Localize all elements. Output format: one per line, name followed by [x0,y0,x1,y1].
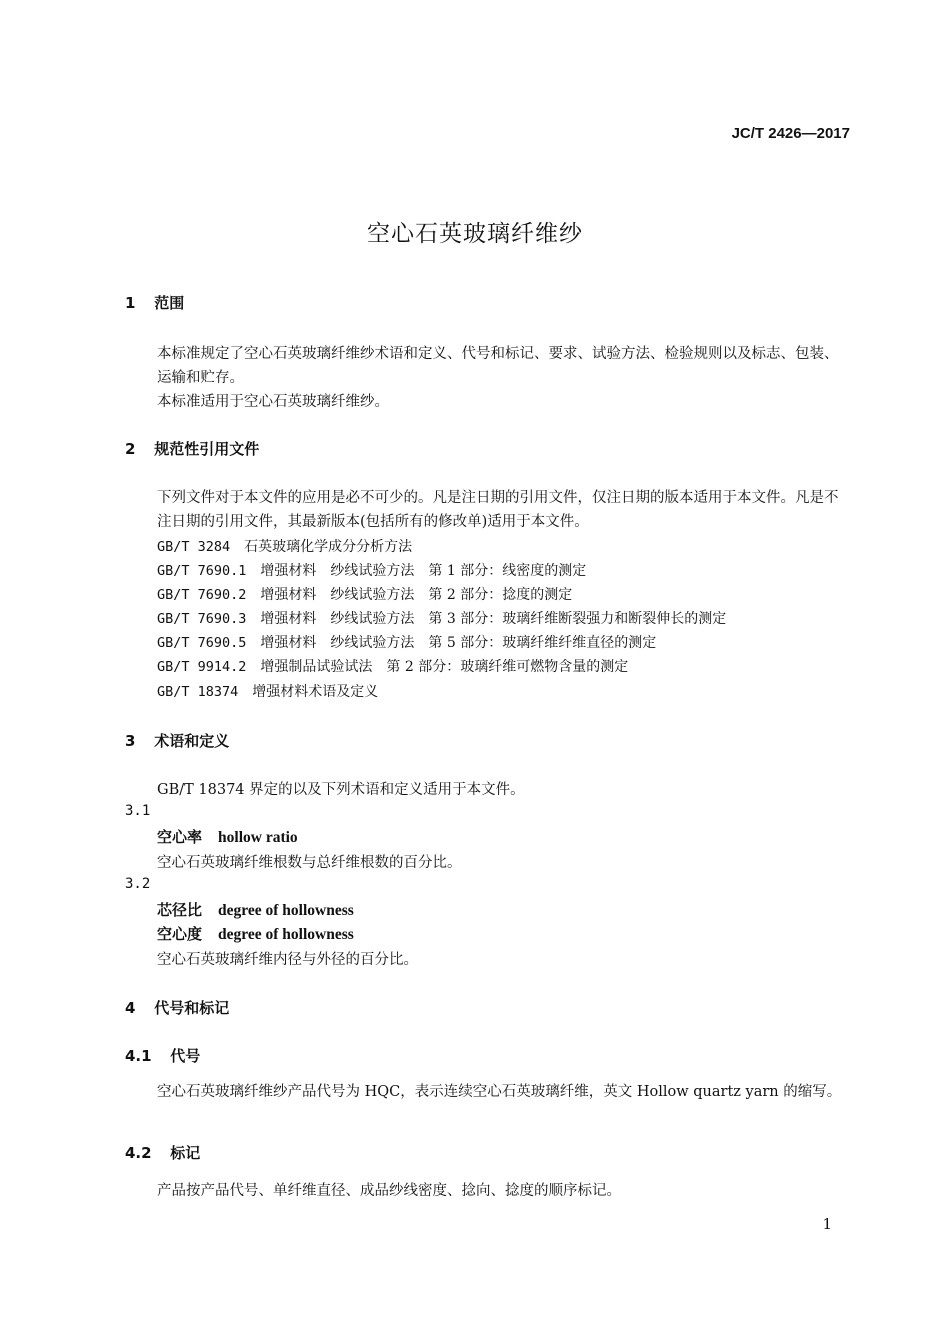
section-title: 术语和定义 [154,732,230,750]
term-english: degree of hollowness [218,926,354,943]
reference-item [157,536,412,556]
clause-4-1-heading [125,1045,200,1066]
reference-item [157,560,586,580]
section-title: 代号和标记 [154,999,230,1017]
term-english: degree of hollowness [218,902,354,919]
term-alternate [157,923,354,944]
terms-intro: GB/T 18374 界定的以及下列术语和定义适用于本文件。 [157,782,525,798]
clause-4-2-heading [125,1142,200,1163]
reference-code: GB/T 7690.3 [157,611,247,627]
reference-code: GB/T 18374 [157,684,239,700]
term-entry [157,899,354,920]
term-english: hollow ratio [218,829,298,846]
reference-code: GB/T 7690.1 [157,563,247,579]
section-number: 2 [125,440,136,458]
scope-paragraph-1 [112,342,850,390]
term-chinese: 空心率 [157,828,203,846]
reference-title: 增强材料术语及定义 [252,684,379,700]
section-number: 4 [125,999,136,1017]
section-4-heading [125,997,229,1018]
reference-title: 增强材料 纱线试验方法 第 5 部分：玻璃纤维纤维直径的测定 [260,635,657,651]
term-definition: 空心石英玻璃纤维根数与总纤维根数的百分比。 [157,855,462,871]
reference-title: 增强材料 纱线试验方法 第 2 部分：捻度的测定 [260,587,573,603]
reference-item [157,656,628,676]
reference-item [157,584,572,604]
section-3-heading [125,730,229,751]
reference-code: GB/T 9914.2 [157,659,247,675]
references-intro-text: 下列文件对于本文件的应用是必不可少的。凡是注日期的引用文件，仅注日期的版本适用于本文件。凡是不注日期的引用文件，其最新版本(包括所有的修改单)适用于本文件。 [157,490,839,530]
term-chinese: 芯径比 [157,901,203,919]
reference-item [157,608,726,628]
clause-number: 4.2 [125,1144,152,1162]
reference-title: 增强材料 纱线试验方法 第 3 部分：玻璃纤维断裂强力和断裂伸长的测定 [260,611,727,627]
clause-number: 3.2 [125,876,151,892]
term-definition: 空心石英玻璃纤维内径与外径的百分比。 [157,952,418,968]
code-paragraph [112,1080,850,1104]
term-chinese: 空心度 [157,925,203,943]
section-title: 规范性引用文件 [154,440,260,458]
reference-title: 石英玻璃化学成分分析方法 [244,539,413,555]
section-number: 3 [125,732,136,750]
clause-title: 标记 [170,1144,201,1162]
reference-title: 增强材料 纱线试验方法 第 1 部分：线密度的测定 [260,563,587,579]
references-intro [112,486,850,534]
reference-title: 增强制品试验试法 第 2 部分：玻璃纤维可燃物含量的测定 [260,659,629,675]
standard-number: JC/T 2426—2017 [731,125,850,142]
reference-code: GB/T 7690.2 [157,587,247,603]
section-1-heading [125,292,184,313]
document-title: 空心石英玻璃纤维纱 [367,221,583,247]
term-entry [157,826,298,847]
clause-number: 4.1 [125,1047,152,1065]
page-number: 1 [822,1215,832,1233]
scope-paragraph-2: 本标准适用于空心石英玻璃纤维纱。 [157,394,389,410]
reference-item [157,681,378,701]
reference-code: GB/T 3284 [157,539,231,555]
section-number: 1 [125,294,136,312]
marking-paragraph: 产品按产品代号、单纤维直径、成品纱线密度、捻向、捻度的顺序标记。 [157,1183,621,1199]
section-title: 范围 [154,294,185,312]
code-text: 空心石英玻璃纤维纱产品代号为 HQC，表示连续空心石英玻璃纤维，英文 Hollow quartz yarn 的缩写。 [157,1084,842,1100]
reference-item [157,632,656,652]
clause-number: 3.1 [125,803,151,819]
section-2-heading [125,438,259,459]
clause-title: 代号 [170,1047,201,1065]
scope-text: 本标准规定了空心石英玻璃纤维纱术语和定义、代号和标记、要求、试验方法、检验规则以及标志、包装、运输和贮存。 [157,346,839,386]
reference-code: GB/T 7690.5 [157,635,247,651]
